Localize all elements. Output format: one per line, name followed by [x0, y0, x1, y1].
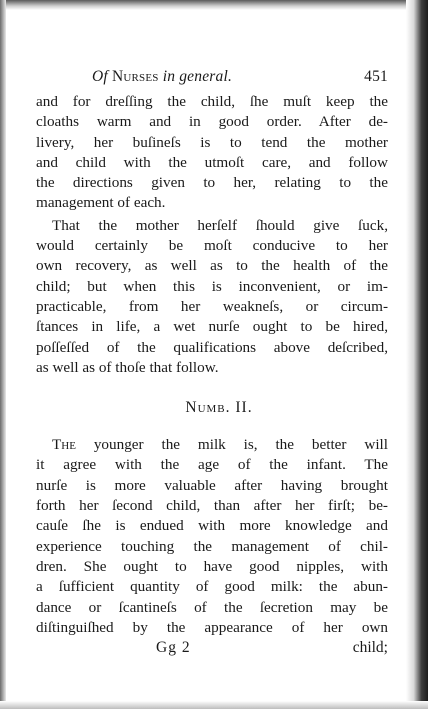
- text-line: diſtinguiſhed by the appearance of her own: [36, 618, 388, 636]
- paragraph-2: [36, 216, 388, 378]
- text-line: cauſe ſhe is endued with more knowledge and: [36, 517, 388, 535]
- scan-edge-left: [0, 0, 6, 709]
- running-head: [36, 66, 388, 92]
- text-line: as well as of thoſe that follow.: [36, 358, 219, 376]
- running-title-prefix: Of: [92, 68, 108, 85]
- page-number: 451: [364, 68, 388, 85]
- section-heading: Numb. II.: [185, 399, 253, 417]
- text-line: nurſe is more valuable after having brought: [36, 476, 388, 494]
- text-line: and child with the utmoſt care, and follow: [36, 153, 388, 171]
- text-line: dance or ſcantineſs of the ſecretion may be: [36, 598, 388, 616]
- paragraph-1: [36, 92, 388, 214]
- signature-mark: Gg 2: [156, 639, 191, 657]
- text-line-first: [36, 435, 388, 455]
- running-title: [92, 68, 232, 86]
- text-line: experience touching the management of chil-: [36, 537, 388, 555]
- text-line: practicable, from her weakneſs, or circum-: [36, 297, 388, 315]
- text-line: That the mother herſelf ſhould give ſuck,: [52, 216, 388, 234]
- page-footer: [36, 639, 388, 661]
- text-line: child; but when this is inconvenient, or im-: [36, 277, 388, 295]
- text-line: poſſeſſed of the qualifications above deſcribed,: [36, 338, 388, 356]
- opening-word: The: [52, 436, 76, 454]
- text-line: it agree with the age of the infant. The: [36, 456, 388, 474]
- text-line: livery, her buſineſs is to tend the mother: [36, 133, 388, 151]
- scan-edge-top: [0, 0, 428, 10]
- text-line: the directions given to her, relating to the: [36, 174, 388, 192]
- running-title-smallcaps: Nurses: [111, 68, 159, 85]
- text-line: ſtances in life, a wet nurſe ought to be hired,: [36, 318, 388, 336]
- text-line: forth her ſecond child, than after her firſt; be-: [36, 497, 388, 515]
- paragraph-3: [36, 435, 388, 638]
- text-line: own recovery, as well as to the health of the: [36, 257, 388, 275]
- text-line: a ſufficient quantity of good milk: the abun-: [36, 578, 388, 596]
- text-line: cloaths warm and in good order. After de-: [36, 113, 388, 131]
- text-line: management of each.: [36, 194, 166, 212]
- first-line-rest: younger the milk is, the better will: [75, 436, 388, 454]
- scan-edge-bottom: [0, 701, 428, 709]
- text-line: and for dreſſing the child, ſhe muſt keep the: [36, 93, 388, 110]
- running-title-suffix: in general.: [162, 68, 233, 85]
- text-line: dren. She ought to have good nipples, with: [36, 557, 388, 575]
- scan-edge-right: [406, 0, 428, 709]
- book-page: [36, 66, 388, 686]
- catchword: child;: [352, 639, 388, 657]
- text-line: would certainly be moſt conducive to her: [36, 237, 388, 255]
